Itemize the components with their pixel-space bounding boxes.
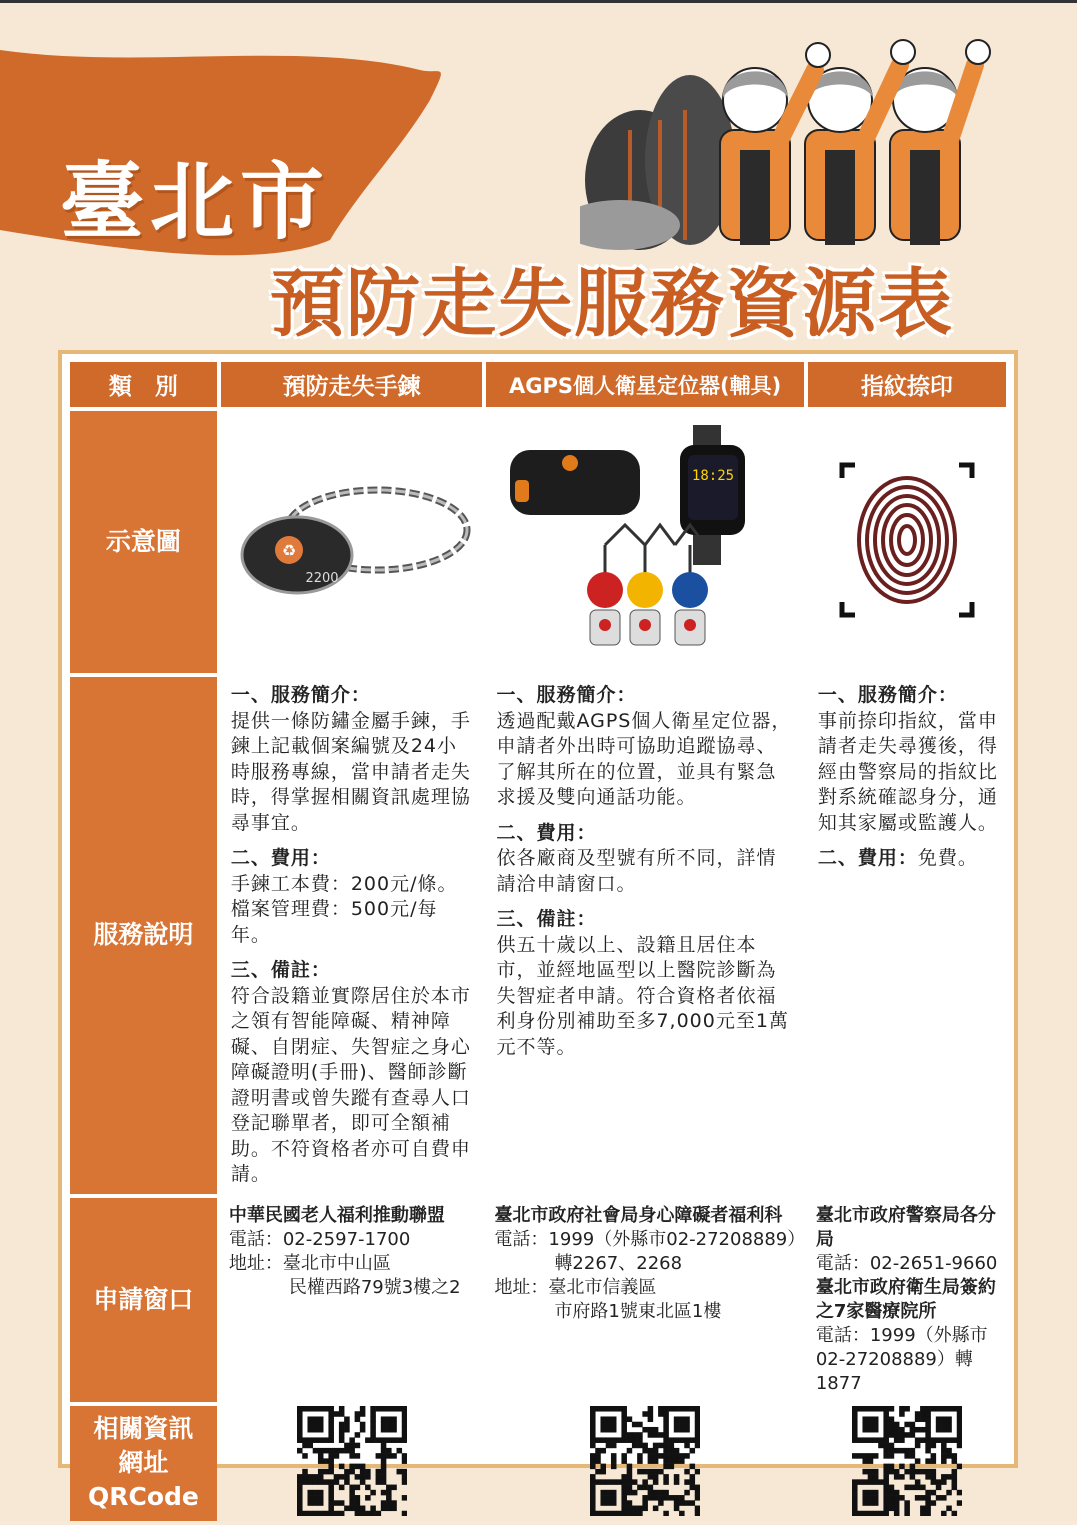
fingerprint-fee: 免費。 (917, 847, 978, 869)
agps-note-title: 三、備註： (496, 908, 597, 930)
agps-fee: 依各廠商及型號有所不同，詳情請洽申請窗口。 (496, 847, 777, 895)
resource-table (66, 358, 1010, 1525)
agps-intro: 透過配戴AGPS個人衛星定位器，申請者外出時可協助追蹤協尋、了解其所在的位置，並具有緊急求援及雙向通話功能。 (496, 709, 792, 808)
row-label-qr-line3: QRCode (87, 1482, 199, 1511)
city-title: 臺北市 (60, 153, 331, 251)
fingerprint-icon (837, 460, 977, 620)
col-header-bracelet: 預防走失手鍊 (221, 362, 483, 407)
agps-contact-cell (486, 1198, 806, 1402)
agps-addr-1: 地址：臺北市信義區 (494, 1276, 657, 1298)
row-label-service: 服務說明 (70, 677, 217, 1194)
row-label-qr-line1: 相關資訊 (93, 1414, 194, 1443)
resource-table-frame (58, 350, 1018, 1511)
bracelet-addr-2: 民權西路79號3樓之2 (288, 1276, 461, 1298)
agps-qr-cell (486, 1406, 803, 1521)
agps-phone-2: 轉2267、2268 (554, 1252, 683, 1274)
agps-org: 臺北市政府社會局身心障礙者福利科 (494, 1204, 783, 1226)
bracelet-contact-cell (221, 1198, 483, 1402)
agps-intro-title: 一、服務簡介： (496, 684, 637, 706)
agps-devices-image (495, 425, 795, 655)
row-label-qr-line2: 網址 (118, 1448, 169, 1477)
bracelet-tag-number: 2200 (305, 571, 339, 586)
fingerprint-org-1: 臺北市政府警察局各分局 (815, 1204, 996, 1250)
col-header-category: 類 別 (70, 362, 217, 407)
row-label-apply: 申請窗口 (70, 1198, 217, 1402)
bracelet-service-cell (221, 677, 483, 1194)
bracelet-addr-1: 地址：臺北市中山區 (228, 1252, 391, 1274)
bracelet-image (227, 470, 477, 610)
bracelet-note: 符合設籍並實際居住於本市之領有智能障礙、精神障礙、自閉症、失智症之身心障礙證明(手冊)、醫師診斷證明書或曾失蹤有查尋人口登記聯單者，即可全額補助。不符資格者亦可自費申請。 (230, 984, 471, 1185)
bracelet-phone: 電話：02-2597-1700 (228, 1228, 411, 1250)
fingerprint-contact-cell (808, 1198, 1006, 1402)
agps-service-cell (486, 677, 803, 1194)
header-row (70, 362, 1006, 407)
watch-time: 18:25 (692, 468, 735, 484)
fingerprint-org-2: 臺北市政府衛生局簽約之7家醫療院所 (815, 1276, 996, 1322)
fingerprint-qr-code[interactable] (852, 1406, 962, 1516)
fingerprint-phone-1: 電話：02-2651-9660 (815, 1252, 998, 1274)
fingerprint-service-cell (808, 677, 1006, 1194)
agps-image-cell (486, 411, 803, 673)
bracelet-image-cell (221, 411, 483, 673)
agps-fee-title: 二、費用： (496, 821, 597, 844)
service-row (70, 677, 1006, 1194)
illustration-row (70, 411, 1006, 673)
fingerprint-image-cell (808, 411, 1006, 673)
bracelet-fee-2: 檔案管理費：500元/每年。 (230, 898, 438, 946)
bracelet-org: 中華民國老人福利推動聯盟 (228, 1204, 445, 1226)
top-border (0, 0, 1077, 3)
bracelet-fee-1: 手鍊工本費：200元/條。 (230, 872, 458, 895)
qr-row (70, 1406, 1006, 1521)
bracelet-fee-title: 二、費用： (230, 847, 331, 869)
col-header-fingerprint: 指紋捺印 (808, 362, 1006, 407)
row-label-illustration: 示意圖 (70, 411, 217, 673)
agps-note: 供五十歲以上、設籍且居住本市，並經地區型以上醫院診斷為失智症者申請。符合資格者依福利身份別補助至多7,000元至1萬元不等。 (496, 933, 789, 1058)
fingerprint-phone-2: 電話：1999（外縣市02-27208889）轉 1877 (815, 1324, 988, 1394)
row-label-qr (70, 1406, 217, 1521)
bracelet-intro: 提供一條防鏽金屬手鍊，手鍊上記載個案編號及24小時服務專線，當申請者走失時，得掌握相關資訊處理協尋事宜。 (230, 709, 471, 834)
page-title: 預防走失服務資源表 (270, 261, 954, 347)
svg-text:♻: ♻ (281, 541, 296, 560)
bracelet-qr-cell (221, 1406, 483, 1521)
fingerprint-intro: 事前捺印指紋，當申請者走失尋獲後，得經由警察局的指紋比對系統確認身分，通知其家屬或監護人。 (817, 709, 998, 834)
fingerprint-qr-cell (808, 1406, 1006, 1521)
agps-addr-2: 市府路1號東北區1樓 (554, 1300, 722, 1322)
agps-phone-1: 電話：1999（外縣市02-27208889） (494, 1228, 806, 1250)
elderly-people-illustration (580, 10, 1010, 250)
bracelet-note-title: 三、備註： (230, 959, 331, 981)
agps-qr-code[interactable] (590, 1406, 700, 1516)
bracelet-qr-code[interactable] (297, 1406, 407, 1516)
fingerprint-fee-title: 二、費用： (817, 847, 918, 869)
apply-row (70, 1198, 1006, 1402)
fingerprint-intro-title: 一、服務簡介： (817, 684, 958, 706)
bracelet-intro-title: 一、服務簡介： (230, 684, 371, 706)
col-header-agps: AGPS個人衛星定位器(輔具) (486, 362, 803, 407)
